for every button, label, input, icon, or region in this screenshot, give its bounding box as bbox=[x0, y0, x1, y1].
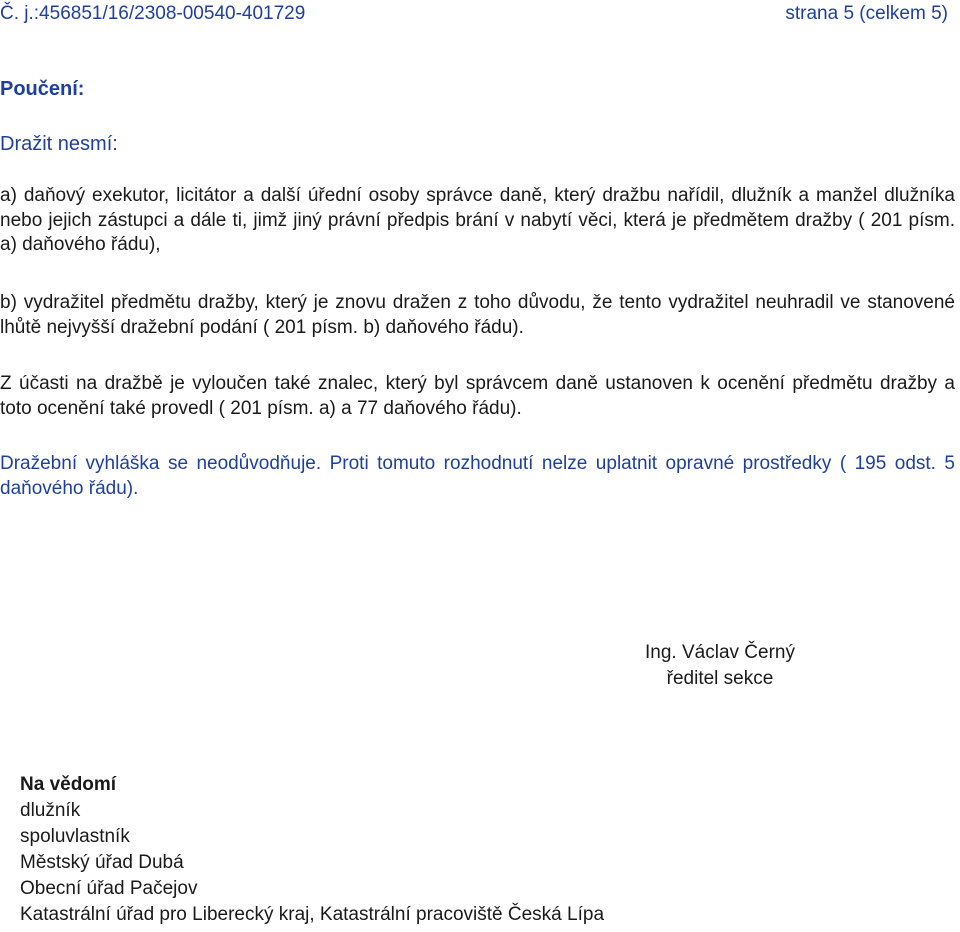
cc-list bbox=[20, 772, 604, 928]
paragraph-appeal: Dražební vyhláška se neodůvodňuje. Proti tomuto rozhodnutí nelze uplatnit opravné prostředky ( 195 odst. 5 daňového řádu). bbox=[0, 453, 955, 499]
paragraph-expert: Z účasti na dražbě je vyloučen také znalec, který byl správcem daně ustanoven k ocenění předmětu dražby a toto ocenění také provedl ( 201 písm. a) a 77 daňového řádu). bbox=[0, 373, 955, 419]
paragraph-a: a) daňový exekutor, licitátor a další úřední osoby správce daně, který dražbu nařídil, dlužník a manžel dlužníka nebo jejich zástupci a dále ti, jimž jiný právní předpis brání v nabytí věci, která je předmětem dražby ( 201 písm. a) daňového řádu), bbox=[0, 185, 955, 255]
signature-block bbox=[590, 640, 850, 692]
cc-item: Městský úřad Dubá bbox=[20, 852, 184, 873]
document-reference: Č. j.:456851/16/2308-00540-401729 bbox=[0, 3, 306, 24]
cc-item: spoluvlastník bbox=[20, 826, 130, 847]
section-title: Poučení: bbox=[0, 78, 85, 100]
cc-item: Katastrální úřad pro Liberecký kraj, Katastrální pracoviště Česká Lípa bbox=[20, 904, 605, 925]
paragraph-b: b) vydražitel předmětu dražby, který je znovu dražen z toho důvodu, že tento vydražitel neuhradil ve stanovené lhůtě nejvyšší dražební podání ( 201 písm. b) daňového řádu). bbox=[0, 292, 955, 338]
signatory-name: Ing. Václav Černý bbox=[645, 642, 795, 663]
cc-item: dlužník bbox=[20, 800, 81, 821]
cc-item: Obecní úřad Pačejov bbox=[20, 878, 198, 899]
section-subtitle: Dražit nesmí: bbox=[0, 133, 118, 155]
page-number: strana 5 (celkem 5) bbox=[785, 3, 948, 24]
cc-title: Na vědomí bbox=[20, 774, 117, 795]
signatory-role: ředitel sekce bbox=[666, 668, 774, 689]
